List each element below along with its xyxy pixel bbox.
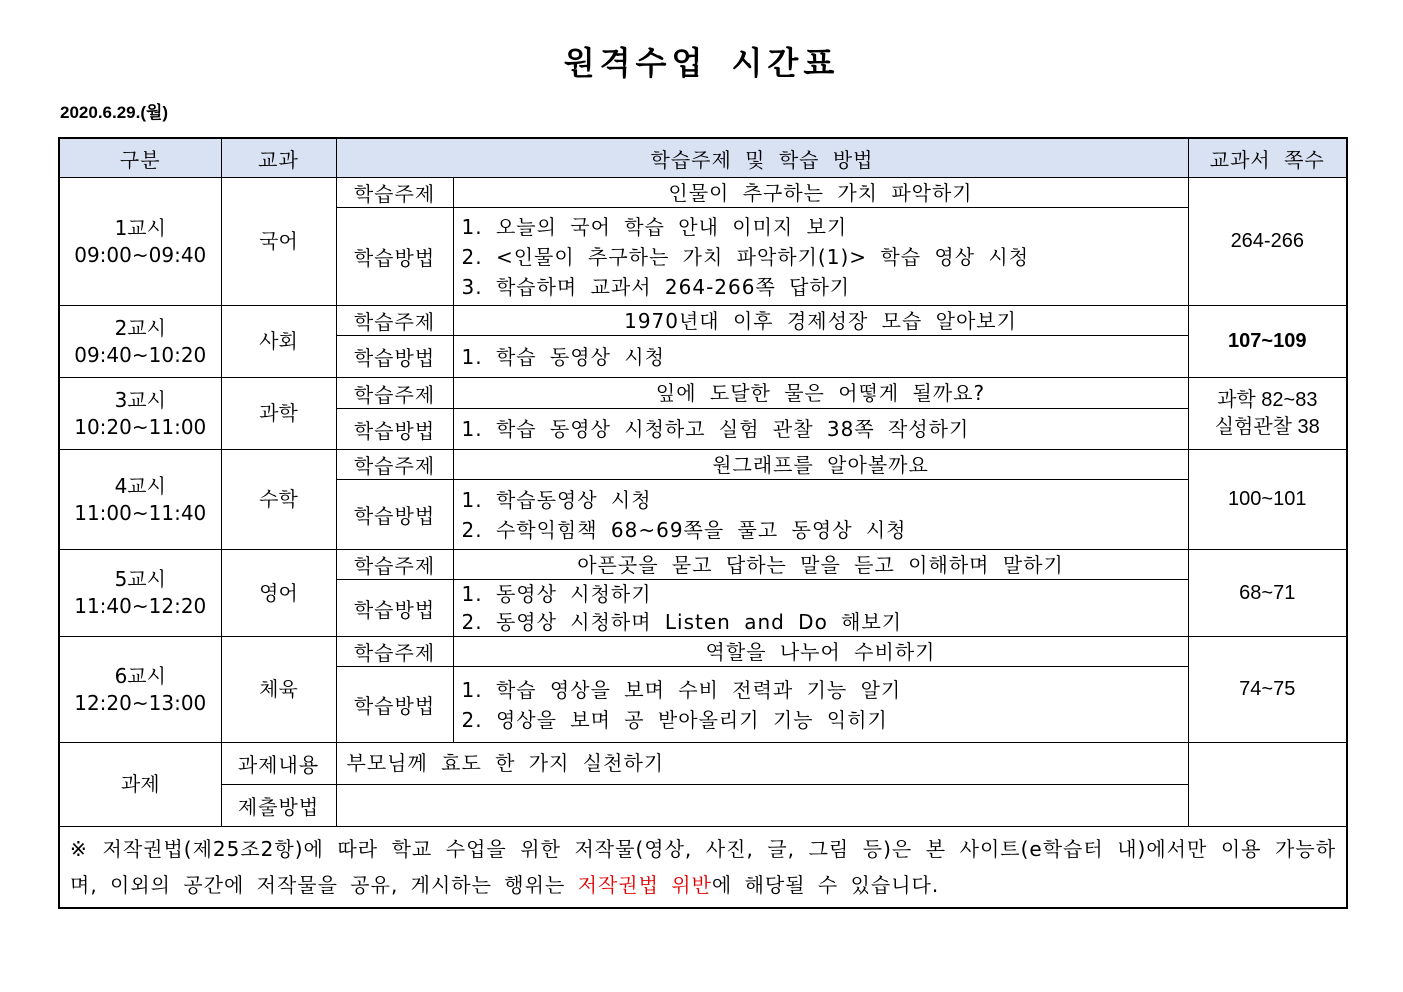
pages-cell — [1188, 637, 1347, 743]
method-item: 1. 오늘의 국어 학습 안내 이미지 보기 — [461, 214, 848, 239]
method-label: 학습방법 — [336, 480, 453, 550]
method-item: 2. 수학익힘책 68~69쪽을 풀고 동영상 시청 — [461, 517, 907, 542]
pages-cell — [1188, 450, 1347, 550]
period-name: 4교시 — [114, 473, 166, 498]
subject-cell: 사회 — [221, 306, 336, 378]
pages-cell — [1188, 378, 1347, 450]
method-label: 학습방법 — [336, 580, 453, 637]
period-name: 6교시 — [114, 663, 166, 688]
method-item: 2. 영상을 보며 공 받아올리기 기능 익히기 — [461, 707, 888, 732]
pages-cell — [1188, 306, 1347, 378]
method-list — [453, 409, 1188, 450]
topic-label: 학습주제 — [336, 550, 453, 580]
method-list — [453, 208, 1188, 306]
notice-text: ※ 저작권법(제25조2항)에 따라 학교 수업을 위한 저작물(영상, 사진, 글, 그림 등)은 본 사이트(e학습터 내)에서만 이용 가능하며, 이외의 공간에 저작물을 공유, 게시하는 행위는 — [70, 837, 1337, 897]
assignment-submit-label: 제출방법 — [221, 785, 336, 827]
assignment-content-label: 과제내용 — [221, 743, 336, 785]
notice-text-end: 에 해당될 수 있습니다. — [711, 873, 940, 897]
pages-text: 100~101 — [1228, 488, 1307, 510]
method-label: 학습방법 — [336, 667, 453, 743]
topic-label: 학습주제 — [336, 178, 453, 208]
topic-text: 아픈곳을 묻고 답하는 말을 듣고 이해하며 말하기 — [453, 550, 1188, 580]
method-item: 3. 학습하며 교과서 264-266쪽 답하기 — [461, 274, 851, 299]
notice-row — [59, 827, 1347, 909]
date-label: 2020.6.29.(월) — [60, 103, 169, 122]
pages-text: 과학 82~83 — [1217, 388, 1318, 411]
period-cell — [59, 378, 221, 450]
period-row — [59, 178, 1347, 208]
period-name: 2교시 — [114, 315, 166, 340]
header-pages: 교과서 쪽수 — [1188, 138, 1347, 178]
topic-text: 잎에 도달한 물은 어떻게 될까요? — [453, 378, 1188, 409]
header-row — [59, 138, 1347, 178]
pages-text: 74~75 — [1239, 678, 1296, 700]
subject-cell: 과학 — [221, 378, 336, 450]
copyright-notice — [59, 827, 1347, 909]
pages-text: 107~109 — [1228, 330, 1307, 352]
period-row — [59, 550, 1347, 580]
assignment-submit — [336, 785, 1188, 827]
method-item: 1. 학습 동영상 시청 — [461, 344, 665, 369]
topic-label: 학습주제 — [336, 306, 453, 336]
method-label: 학습방법 — [336, 409, 453, 450]
period-cell — [59, 550, 221, 637]
period-name: 5교시 — [114, 567, 166, 591]
pages-text: 264-266 — [1230, 230, 1304, 252]
topic-label: 학습주제 — [336, 378, 453, 409]
period-row — [59, 378, 1347, 409]
subject-cell: 수학 — [221, 450, 336, 550]
period-cell — [59, 306, 221, 378]
method-list — [453, 580, 1188, 637]
period-row — [59, 306, 1347, 336]
assignment-row — [59, 785, 1347, 827]
pages-text: 실험관찰 38 — [1214, 415, 1320, 438]
topic-label: 학습주제 — [336, 450, 453, 480]
period-time: 11:00~11:40 — [74, 500, 207, 525]
method-item: 1. 학습 동영상 시청하고 실험 관찰 38쪽 작성하기 — [461, 417, 970, 441]
method-item: 2. <인물이 추구하는 가치 파악하기(1)> 학습 영상 시청 — [461, 244, 1030, 269]
period-time: 11:40~12:20 — [74, 594, 207, 618]
header-period: 구분 — [59, 138, 221, 178]
period-row — [59, 450, 1347, 480]
header-subject: 교과 — [221, 138, 336, 178]
subject-cell: 영어 — [221, 550, 336, 637]
topic-text: 인물이 추구하는 가치 파악하기 — [453, 178, 1188, 208]
method-list — [453, 336, 1188, 378]
assignment-content: 부모님께 효도 한 가지 실천하기 — [336, 743, 1188, 785]
pages-cell — [1188, 178, 1347, 306]
method-label: 학습방법 — [336, 336, 453, 378]
method-item: 1. 학습동영상 시청 — [461, 487, 652, 512]
method-label: 학습방법 — [336, 208, 453, 306]
assignment-label: 과제 — [59, 743, 221, 827]
period-time: 09:00~09:40 — [74, 242, 207, 267]
period-cell — [59, 637, 221, 743]
topic-text: 1970년대 이후 경제성장 모습 알아보기 — [453, 306, 1188, 336]
period-name: 3교시 — [114, 387, 166, 412]
subject-cell: 국어 — [221, 178, 336, 306]
method-list — [453, 480, 1188, 550]
page-title: 원격수업 시간표 — [563, 44, 840, 82]
assignment-row — [59, 743, 1347, 785]
period-time: 10:20~11:00 — [74, 414, 207, 439]
period-time: 09:40~10:20 — [74, 342, 207, 367]
topic-text: 역할을 나누어 수비하기 — [453, 637, 1188, 667]
notice-highlight: 저작권법 위반 — [577, 873, 712, 897]
method-item: 2. 동영상 시청하며 Listen and Do 해보기 — [461, 610, 903, 634]
method-list — [453, 667, 1188, 743]
topic-label: 학습주제 — [336, 637, 453, 667]
pages-cell — [1188, 550, 1347, 637]
period-cell — [59, 178, 221, 306]
period-name: 1교시 — [114, 215, 166, 240]
method-item: 1. 동영상 시청하기 — [461, 582, 652, 606]
pages-text: 68~71 — [1239, 581, 1296, 604]
period-time: 12:20~13:00 — [74, 690, 207, 715]
method-item: 1. 학습 영상을 보며 수비 전력과 기능 알기 — [461, 677, 902, 702]
period-row — [59, 637, 1347, 667]
subject-cell: 체육 — [221, 637, 336, 743]
header-content: 학습주제 및 학습 방법 — [336, 138, 1188, 178]
topic-text: 원그래프를 알아볼까요 — [453, 450, 1188, 480]
assignment-pages-cell — [1188, 743, 1347, 827]
timetable — [58, 137, 1348, 909]
period-cell — [59, 450, 221, 550]
